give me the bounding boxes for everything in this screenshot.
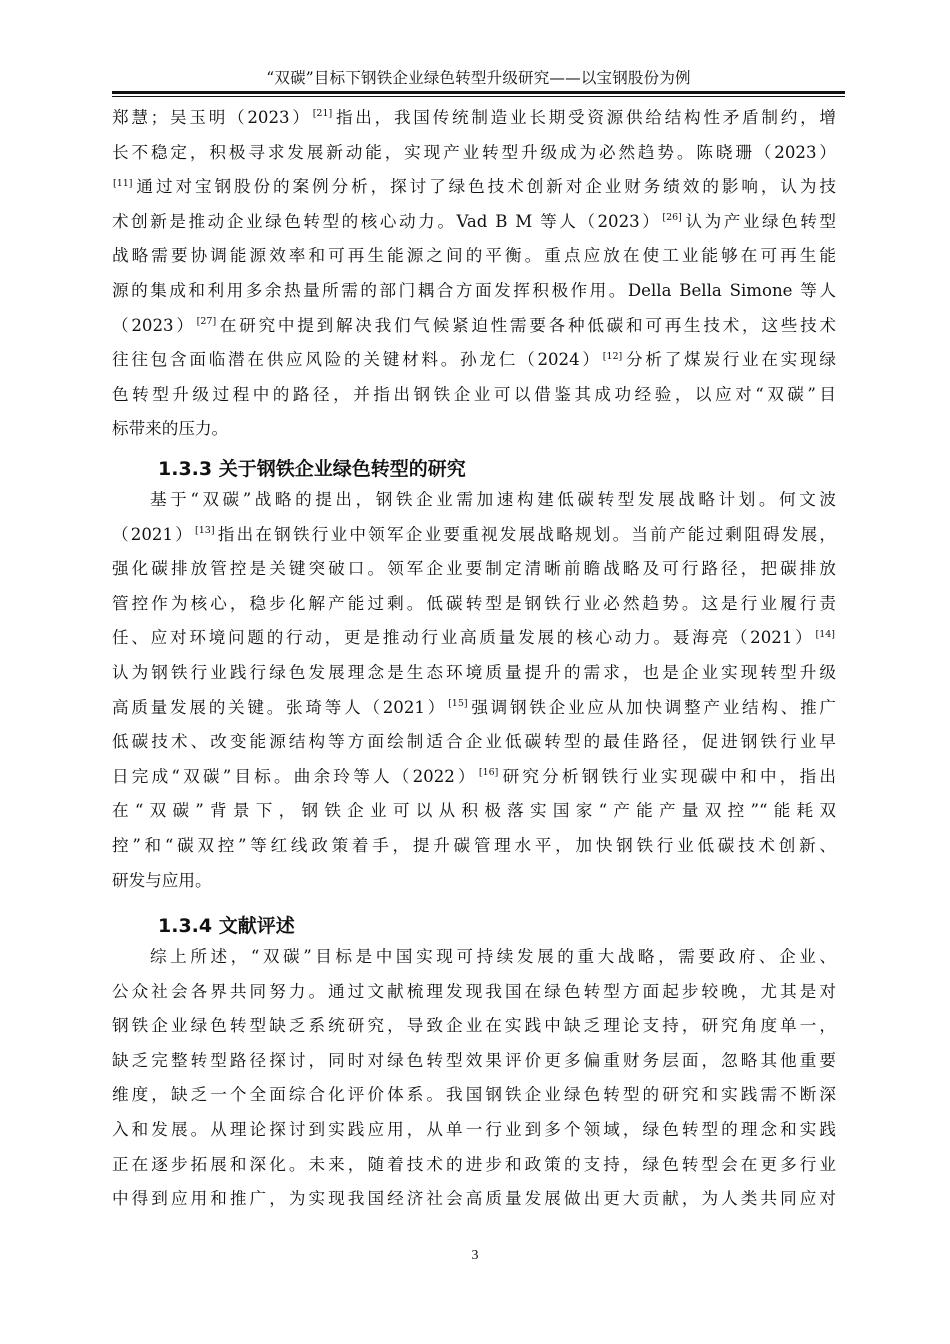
text-segment: 日完成“双碳”目标。曲余玲等人（2022） xyxy=(112,766,478,786)
text-segment: 在“双碳”背景下，钢铁企业可以从积极落实国家“产能产量双控”“能耗双 xyxy=(112,801,836,821)
text-segment: 高质量发展的关键。张琦等人（2021） xyxy=(112,697,448,717)
text-segment: 中得到应用和推广，为实现我国经济社会高质量发展做出更大贡献，为人类共同应对 xyxy=(112,1189,836,1209)
text-segment: 研究分析钢铁行业实现碳中和中，指出 xyxy=(499,766,836,786)
text-segment: 入和发展。从理论探讨到实践应用，从单一行业到多个领域，绿色转型的理念和实践 xyxy=(112,1120,836,1139)
text-segment: 色转型升级过程中的路径，并指出钢铁企业可以借鉴其成功经验，以应对“双碳”目 xyxy=(112,384,836,404)
text-line xyxy=(150,946,836,968)
text-segment: 认为产业绿色转型 xyxy=(682,211,836,231)
text-segment: （2021） xyxy=(112,524,195,544)
header-rule-thin xyxy=(112,96,845,97)
text-line xyxy=(112,384,836,406)
citation-marker: [14] xyxy=(815,628,835,640)
text-line xyxy=(112,870,836,892)
text-segment: 控”和“碳双控”等红线政策着手，提升碳管理水平，加快钢铁行业低碳技术创新、 xyxy=(112,836,836,855)
citation-marker: [12] xyxy=(602,350,623,362)
text-line xyxy=(112,800,836,822)
text-line xyxy=(112,349,836,371)
text-segment: 郑慧；吴玉明（2023） xyxy=(112,108,312,127)
citation-marker: [15] xyxy=(448,698,468,710)
text-line xyxy=(112,766,836,788)
text-segment: 指出，我国传统制造业长期受资源供给结构性矛盾制约，增 xyxy=(333,108,836,127)
text-segment: 公众社会各界共同努力。通过文献梳理发现我国在绿色转型方面起步较晚，尤其是对 xyxy=(112,981,836,1001)
text-segment: 术创新是推动企业绿色转型的核心动力。Vad B M 等人（2023） xyxy=(112,211,662,231)
text-line xyxy=(112,245,836,267)
text-segment: 缺乏完整转型路径探讨，同时对绿色转型效果评价更多偏重财务层面，忽略其他重要 xyxy=(112,1050,836,1070)
text-segment: 战略需要协调能源效率和可再生能源之间的平衡。重点应放在使工业能够在可再生能 xyxy=(112,246,836,266)
text-segment: 强调钢铁企业应从加快调整产业结构、推广 xyxy=(468,697,836,717)
citation-marker: [26] xyxy=(662,212,682,224)
text-segment: 基于“双碳”战略的提出，钢铁企业需加速构建低碳转型发展战略计划。何文波 xyxy=(150,490,836,509)
text-segment: 长不稳定，积极寻求发展新动能，实现产业转型升级成为必然趋势。陈晓珊（2023） xyxy=(112,142,836,162)
text-line xyxy=(112,142,836,164)
citation-marker: [16] xyxy=(478,767,499,779)
text-line xyxy=(112,524,836,546)
header-rule-thick xyxy=(112,91,845,94)
text-line xyxy=(150,489,836,511)
text-line xyxy=(112,176,836,198)
running-header: “双碳”目标下钢铁企业绿色转型升级研究——以宝钢股份为例 xyxy=(266,69,691,87)
text-segment: 强化碳排放管控是关键突破口。领军企业要制定清晰前瞻战略及可行路径，把碳排放 xyxy=(112,559,836,579)
text-segment: 综上所述，“双碳”目标是中国实现可持续发展的重大战略，需要政府、企业、 xyxy=(150,947,836,966)
citation-marker: [21] xyxy=(312,108,333,120)
text-line xyxy=(112,418,836,440)
text-line xyxy=(112,593,836,615)
text-segment: 研发与应用。 xyxy=(112,870,212,890)
text-line xyxy=(112,211,836,233)
text-segment: 在研究中提到解决我们气候紧迫性需要各种低碳和可再生技术，这些技术 xyxy=(217,315,836,335)
text-line xyxy=(112,558,836,580)
text-segment: 管控作为核心，稳步化解产能过剩。低碳转型是钢铁行业必然趋势。这是行业履行责 xyxy=(112,593,836,613)
text-line xyxy=(112,1154,836,1176)
text-line xyxy=(112,315,836,337)
text-line xyxy=(112,1188,836,1210)
text-line xyxy=(112,835,836,857)
text-line xyxy=(112,662,836,684)
text-line xyxy=(112,627,836,649)
text-segment: 分析了煤炭行业在实现绿 xyxy=(623,350,836,370)
text-line xyxy=(112,107,836,129)
text-line xyxy=(112,1050,836,1072)
text-segment: 指出在钢铁行业中领军企业要重视发展战略规划。当前产能过剩阻碍发展， xyxy=(215,524,836,544)
text-segment: 标带来的压力。 xyxy=(112,419,229,439)
text-line xyxy=(112,1015,836,1037)
citation-marker: [13] xyxy=(195,525,215,537)
text-segment: 钢铁企业绿色转型缺乏系统研究，导致企业在实践中缺乏理论支持，研究角度单一， xyxy=(112,1016,836,1036)
text-line xyxy=(112,280,836,302)
text-line xyxy=(112,1119,836,1141)
citation-marker: [11] xyxy=(113,177,133,189)
text-segment: 维度，缺乏一个全面综合化评价体系。我国钢铁企业绿色转型的研究和实践需不断深 xyxy=(112,1085,836,1105)
page-number: 3 xyxy=(471,1248,479,1263)
section-heading-1-3-4: 1.3.4 文献评述 xyxy=(158,915,295,937)
text-segment: 任、应对环境问题的行动，更是推动行业高质量发展的核心动力。聂海亮（2021） xyxy=(112,628,815,648)
section-heading-1-3-3: 1.3.3 关于钢铁企业绿色转型的研究 xyxy=(158,458,466,480)
text-segment: 低碳技术、改变能源结构等方面绘制适合企业低碳转型的最佳路径，促进钢铁行业早 xyxy=(112,732,836,752)
text-segment: （2023） xyxy=(112,315,196,335)
text-line xyxy=(112,981,836,1003)
text-line xyxy=(112,1084,836,1106)
text-segment: 源的集成和利用多余热量所需的部门耦合方面发挥积极作用。Della Bella Simone 等人 xyxy=(112,281,836,300)
text-segment: 认为钢铁行业践行绿色发展理念是生态环境质量提升的需求，也是企业实现转型升级 xyxy=(112,663,836,682)
text-line xyxy=(112,731,836,753)
citation-marker: [27] xyxy=(196,316,217,328)
text-line xyxy=(112,697,836,719)
text-segment: 往往包含面临潜在供应风险的关键材料。孙龙仁（2024） xyxy=(112,350,602,370)
text-segment: 通过对宝钢股份的案例分析，探讨了绿色技术创新对企业财务绩效的影响，认为技 xyxy=(133,177,836,197)
text-segment: 正在逐步拓展和深化。未来，随着技术的进步和政策的支持，绿色转型会在更多行业 xyxy=(112,1154,836,1174)
